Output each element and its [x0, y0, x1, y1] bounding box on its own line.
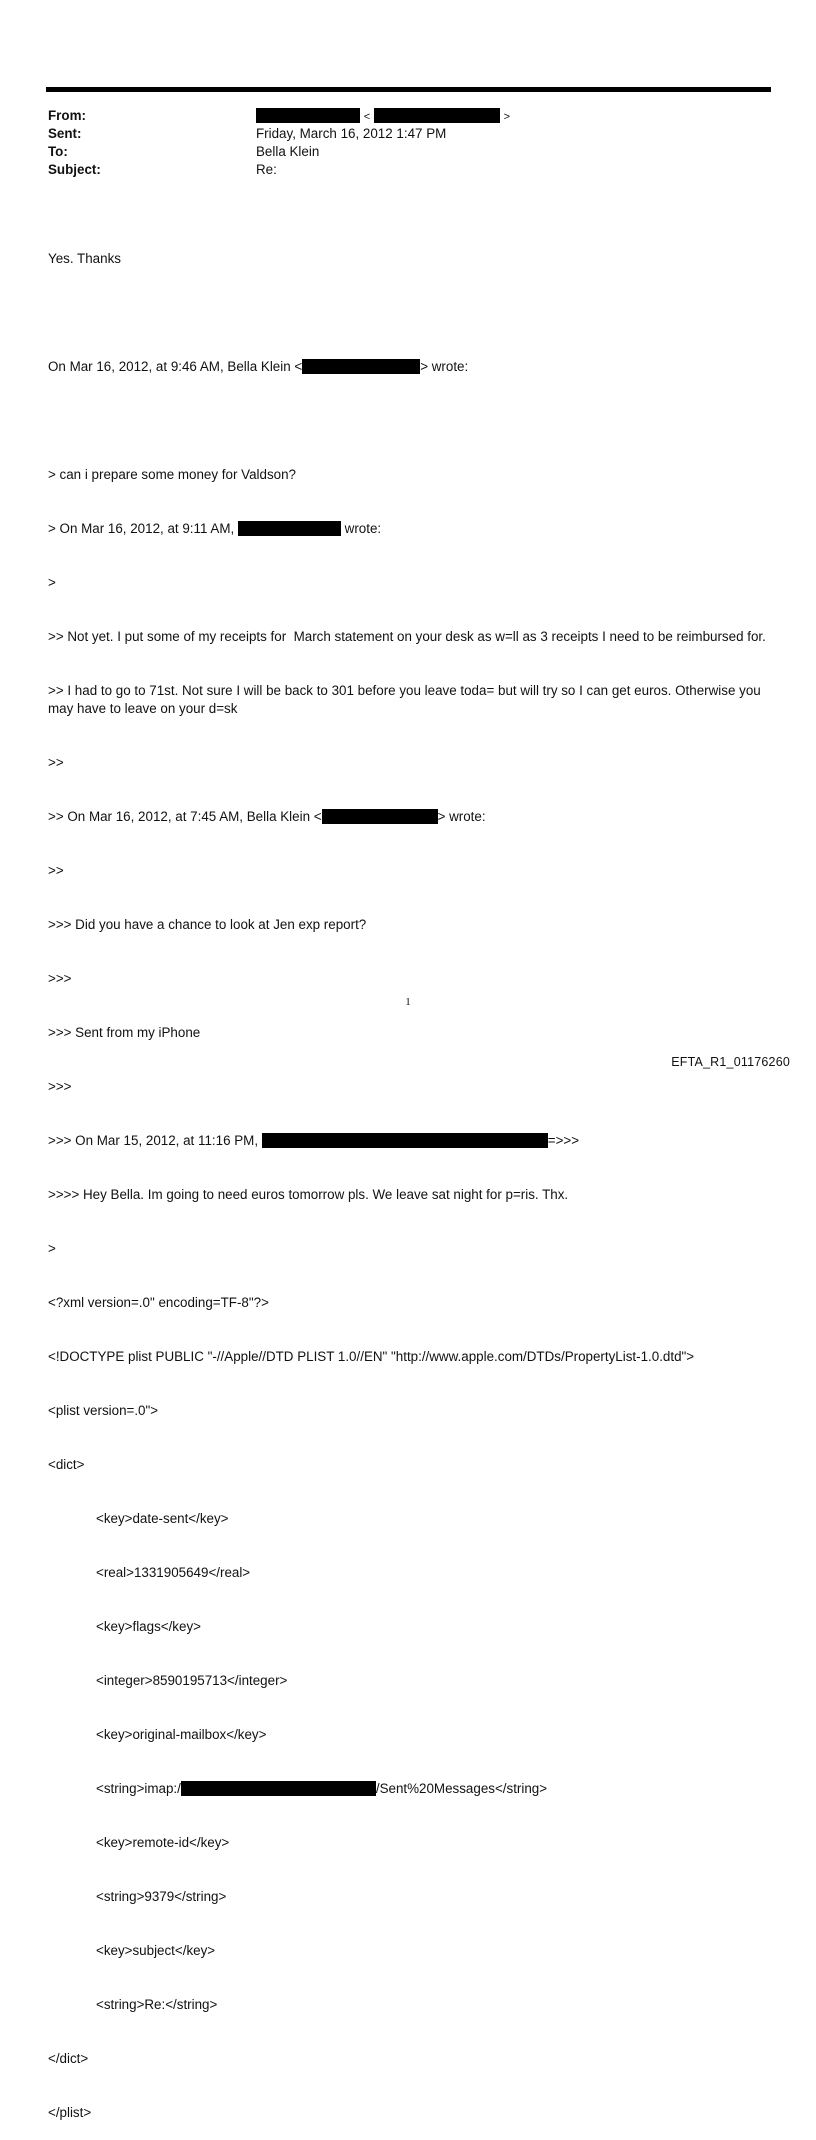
- body-line: >: [48, 1241, 56, 1256]
- body-line: <key>date-sent</key>: [96, 1511, 229, 1526]
- body-line: <integer>8590195713</integer>: [96, 1673, 288, 1688]
- body-line: >>> Did you have a chance to look at Jen exp report?: [48, 917, 367, 932]
- redaction-block: [374, 108, 500, 123]
- redaction-block: [302, 359, 420, 374]
- body-text-segment: <string>imap:/: [96, 1781, 181, 1796]
- body-text-segment: > On Mar 16, 2012, at 9:11 AM,: [48, 521, 238, 536]
- body-text-segment: On Mar 16, 2012, at 9:46 AM, Bella Klein <: [48, 359, 303, 374]
- from-lt: <: [363, 111, 371, 123]
- subject-value: Re:: [256, 162, 277, 177]
- body-line: [48, 520, 773, 538]
- from-gt: >: [503, 111, 511, 123]
- body-line: <?xml version=.0" encoding=TF-8"?>: [48, 1295, 269, 1310]
- body-line: >> Not yet. I put some of my receipts for March statement on your desk as w=ll as 3 receipts I need to be reimbursed for.: [48, 629, 766, 644]
- body-line: [48, 304, 773, 322]
- redaction-block: [256, 108, 360, 123]
- redaction-block: [322, 809, 438, 824]
- body-line: Yes. Thanks: [48, 251, 121, 266]
- body-text-segment: > wrote:: [420, 359, 469, 374]
- body-line: >> I had to go to 71st. Not sure I will be back to 301 before you leave toda= but will try so I can get euros. Otherwise you may have to leave on your d=sk: [48, 683, 765, 716]
- body-line: [48, 1780, 773, 1798]
- body-line: >>>: [48, 1079, 72, 1094]
- body-line: [48, 358, 773, 376]
- body-line: <string>9379</string>: [96, 1889, 227, 1904]
- body-line: <key>flags</key>: [96, 1619, 201, 1634]
- body-line: <key>remote-id</key>: [96, 1835, 230, 1850]
- body-text-segment: > wrote:: [437, 809, 486, 824]
- body-line: </dict>: [48, 2051, 89, 2066]
- body-line: [48, 808, 773, 826]
- body-line: <!DOCTYPE plist PUBLIC "-//Apple//DTD PLIST 1.0//EN" "http://www.apple.com/DTDs/PropertyList-1.0.dtd">: [48, 1349, 695, 1364]
- body-line: <dict>: [48, 1457, 85, 1472]
- body-line: > can i prepare some money for Valdson?: [48, 467, 296, 482]
- body-text-segment: =>>>: [547, 1133, 580, 1148]
- body-line: <key>original-mailbox</key>: [96, 1727, 267, 1742]
- body-line: >>>: [48, 971, 72, 986]
- sent-label: Sent:: [48, 126, 82, 141]
- redaction-block: [262, 1133, 548, 1148]
- redaction-block: [181, 1781, 376, 1796]
- subject-label: Subject:: [48, 162, 101, 177]
- email-body: [48, 214, 773, 2140]
- body-text-segment: /Sent%20Messages</string>: [375, 1781, 548, 1796]
- from-label: From:: [48, 108, 86, 123]
- body-line: <real>1331905649</real>: [96, 1565, 251, 1580]
- sent-value: Friday, March 16, 2012 1:47 PM: [256, 126, 447, 141]
- body-text-segment: wrote:: [340, 521, 382, 536]
- body-line: >>>> Hey Bella. Im going to need euros tomorrow pls. We leave sat night for p=ris. Thx.: [48, 1187, 569, 1202]
- body-line: >: [48, 575, 56, 590]
- redaction-block: [238, 521, 341, 536]
- body-text-segment: >>> On Mar 15, 2012, at 11:16 PM,: [48, 1133, 262, 1148]
- to-label: To:: [48, 144, 68, 159]
- body-text-segment: >> On Mar 16, 2012, at 7:45 AM, Bella Klein <: [48, 809, 322, 824]
- body-line: >>> Sent from my iPhone: [48, 1025, 201, 1040]
- body-line: <key>subject</key>: [96, 1943, 216, 1958]
- body-line: >>: [48, 755, 64, 770]
- body-line: >>: [48, 863, 64, 878]
- body-line: <plist version=.0">: [48, 1403, 159, 1418]
- page-number: 1: [405, 996, 411, 1008]
- header-rule: [46, 87, 771, 92]
- to-value: Bella Klein: [256, 144, 320, 159]
- from-value: [256, 107, 510, 126]
- body-line: </plist>: [48, 2105, 92, 2120]
- body-line: [48, 1132, 773, 1150]
- body-line: <string>Re:</string>: [96, 1997, 218, 2012]
- document-id: EFTA_R1_01176260: [671, 1055, 790, 1069]
- body-line: [48, 412, 773, 430]
